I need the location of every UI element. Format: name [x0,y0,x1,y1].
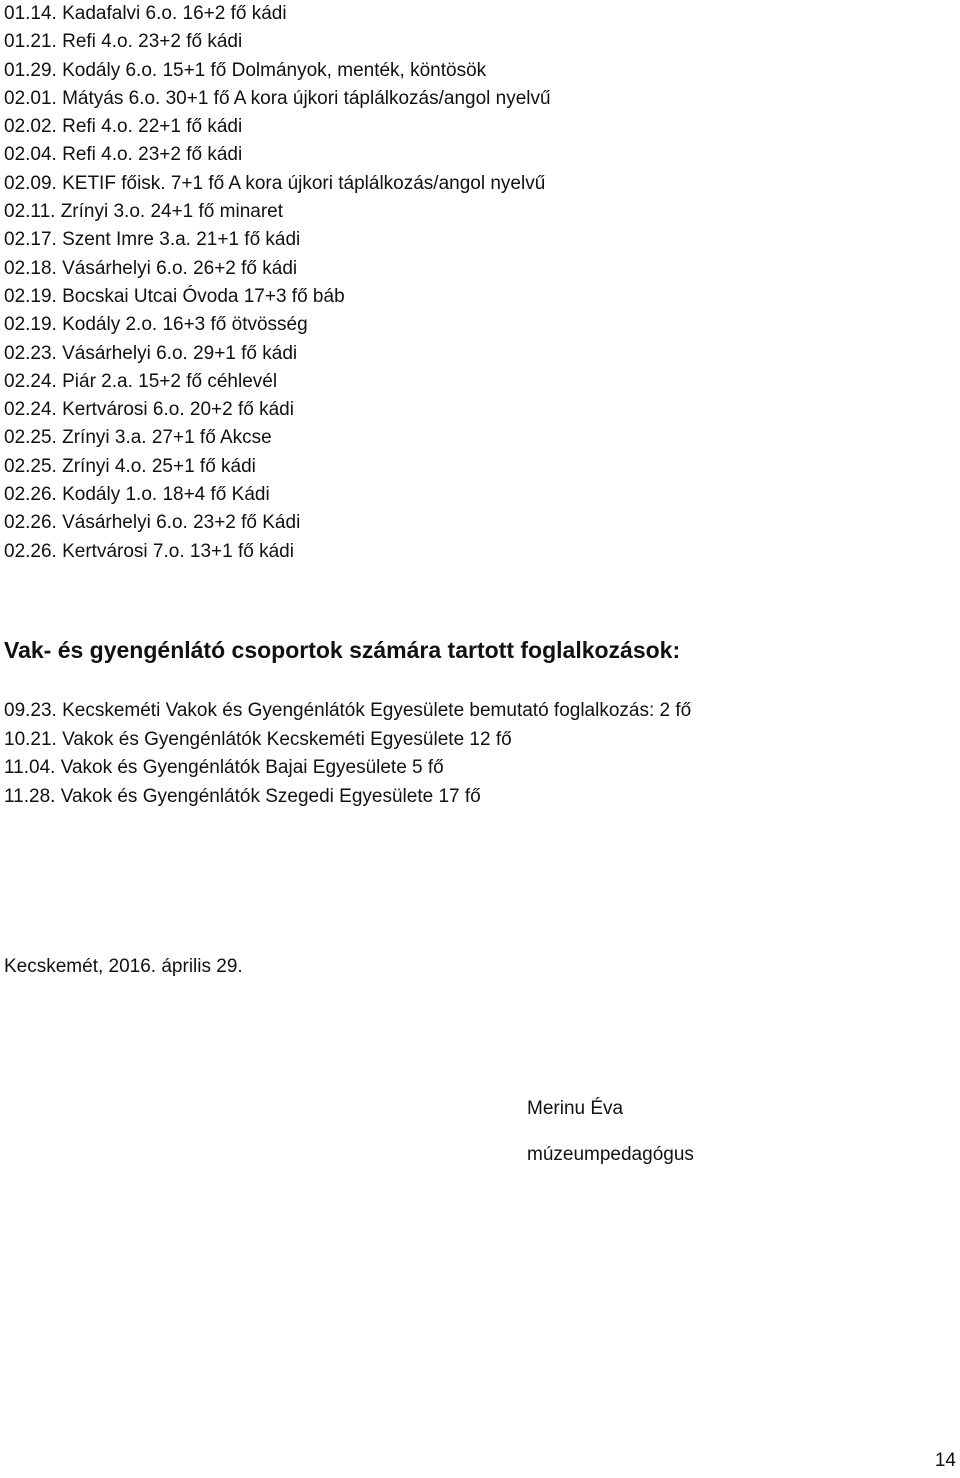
list-item: 02.18. Vásárhelyi 6.o. 26+2 fő kádi [4,257,298,279]
list-item: 02.26. Vásárhelyi 6.o. 23+2 fő Kádi [4,512,301,534]
list-item: 11.04. Vakok és Gyengénlátók Bajai Egyesülete 5 fő [4,757,444,779]
page-number: 14 [934,1450,956,1471]
list-item: 02.19. Bocskai Utcai Óvoda 17+3 fő báb [4,285,345,307]
list-item: 02.25. Zrínyi 3.a. 27+1 fő Akcse [4,427,272,449]
list-item: 10.21. Vakok és Gyengénlátók Kecskeméti Egyesülete 12 fő [4,728,512,750]
list-item: 02.26. Kertvárosi 7.o. 13+1 fő kádi [4,540,294,562]
signatory-role: múzeumpedagógus [527,1144,694,1165]
list-item: 02.19. Kodály 2.o. 16+3 fő ötvösség [4,314,308,336]
list-item: 09.23. Kecskeméti Vakok és Gyengénlátók Egyesülete bemutató foglalkozás: 2 fő [4,700,692,721]
signatory-name: Merinu Éva [527,1098,624,1119]
place-and-date: Kecskemét, 2016. április 29. [4,956,243,977]
list-item: 11.28. Vakok és Gyengénlátók Szegedi Egyesülete 17 fő [4,785,481,807]
vak-session-list [4,697,691,811]
list-item: 02.04. Refi 4.o. 23+2 fő kádi [4,144,243,166]
list-item: 01.14. Kadafalvi 6.o. 16+2 fő kádi [4,3,287,24]
list-item: 02.24. Piár 2.a. 15+2 fő céhlevél [4,370,278,392]
list-item: 02.25. Zrínyi 4.o. 25+1 fő kádi [4,455,256,477]
list-item: 02.23. Vásárhelyi 6.o. 29+1 fő kádi [4,342,298,364]
list-item: 02.17. Szent Imre 3.a. 21+1 fő kádi [4,229,301,251]
section-heading: Vak- és gyengénlátó csoportok számára tartott foglalkozások: [4,637,681,663]
list-item: 02.24. Kertvárosi 6.o. 20+2 fő kádi [4,399,294,421]
list-item: 02.02. Refi 4.o. 22+1 fő kádi [4,116,243,138]
list-item: 02.09. KETIF főisk. 7+1 fő A kora újkori táplálkozás/angol nyelvű [4,172,546,194]
list-item: 01.29. Kodály 6.o. 15+1 fő Dolmányok, menték, köntösök [4,59,487,81]
list-item: 02.01. Mátyás 6.o. 30+1 fő A kora újkori táplálkozás/angol nyelvű [4,87,551,109]
list-item: 02.26. Kodály 1.o. 18+4 fő Kádi [4,484,270,506]
workshop-list [4,0,551,566]
list-item: 01.21. Refi 4.o. 23+2 fő kádi [4,31,243,53]
list-item: 02.11. Zrínyi 3.o. 24+1 fő minaret [4,201,283,223]
